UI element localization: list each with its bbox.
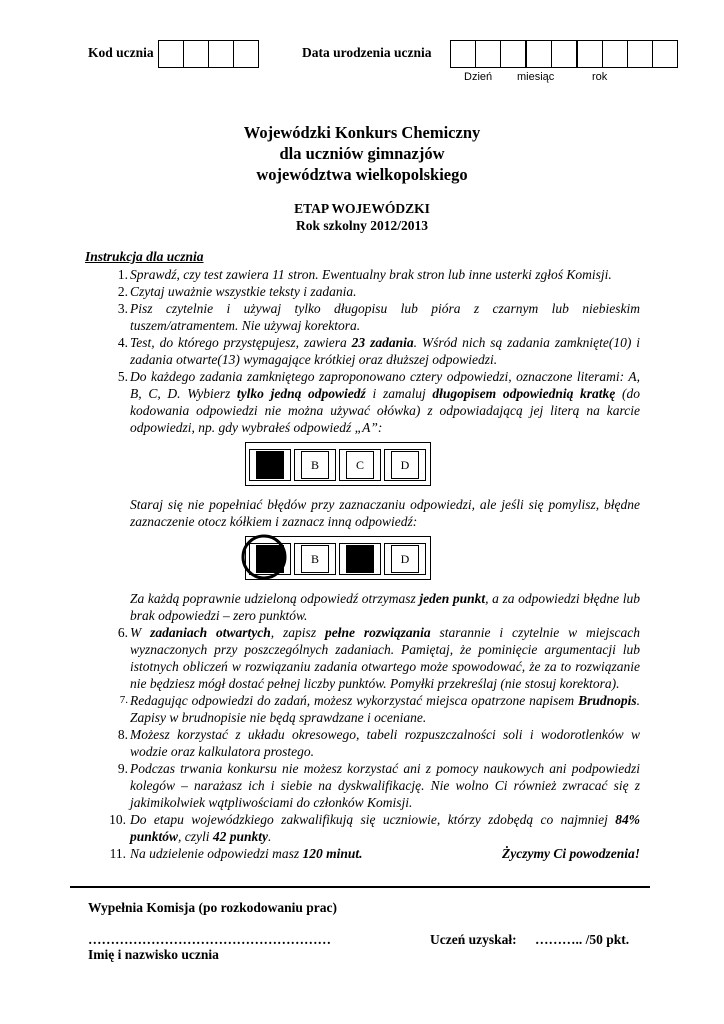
instruction-item: 8. Możesz korzystać z układu okresowego, tabeli rozpuszczalności soli i wodorotlenków w wodzie oraz kalkulatora prostego. <box>117 727 640 759</box>
answer-cell-b: B <box>301 451 329 479</box>
instruction-item: 7. Redagując odpowiedzi do zadań, możesz wykorzystać miejsca opatrzone napisem Brudnopis. Zapisy w brudnopisie nie będą sprawdzane i oceniane. <box>119 693 640 725</box>
instruction-item: Za każdą poprawnie udzieloną odpowiedź otrzymasz jeden punkt, a za odpowiedzi błędne lub brak odpowiedzi – zero punktów. <box>130 591 640 623</box>
instruction-item: 11. Na udzielenie odpowiedzi masz 120 minut. Życzymy Ci powodzenia! <box>109 846 640 861</box>
answer-cell-b: B <box>301 545 329 573</box>
example-correct-answer <box>85 436 640 496</box>
instructions-list <box>85 266 640 862</box>
contest-title <box>0 122 724 185</box>
instruction-item: 5. Do każdego zadania zamkniętego zaproponowano cztery odpowiedzi, oznaczone literami: A, B, C, D. Wybierz tylko jedną odpowiedź i zamaluj długopisem odpowiednią kratkę (do kodowania odpowiedzi nie można używać ołówka) z odpowiadającą jej literą na karcie odpowiedzi, np. gdy wybrałeś odpowiedź „A”: <box>117 369 640 435</box>
answer-cell-c: C <box>346 451 374 479</box>
good-luck-wish: Życzymy Ci powodzenia! <box>502 846 640 861</box>
stage-name: ETAP WOJEWÓDZKI <box>294 201 430 216</box>
instruction-item: 1. Sprawdź, czy test zawiera 11 stron. Ewentualny brak stron lub inne usterki zgłoś Komisji. <box>117 267 612 282</box>
instruction-item: 9. Podczas trwania konkursu nie możesz korzystać ani z pomocy naukowych ani podpowiedzi kolegów – narażasz ich i siebie na dyskwalifikację. Nie wolno Ci również zwracać się z jakimikolwiek wątpliwościami do członków Komisji. <box>117 761 640 810</box>
answer-cell-d: D <box>391 451 419 479</box>
instruction-item: 10. Do etapu wojewódzkiego zakwalifikują się uczniowie, którzy zdobędą co najmniej 84% punktów, czyli 42 punkty. <box>109 812 640 844</box>
school-year: Rok szkolny 2012/2013 <box>295 218 429 233</box>
example-corrected-answer <box>85 530 640 590</box>
answer-grid-example-1 <box>245 442 431 486</box>
commission-label: Wypełnia Komisja (po rozkodowaniu prac) <box>88 900 338 915</box>
stage-block <box>0 200 724 234</box>
score-value[interactable]: ……….. /50 pkt. <box>535 932 630 947</box>
title-line-1: Wojewódzki Konkurs Chemiczny <box>243 123 481 142</box>
instruction-item: 3. Pisz czytelnie i używaj tylko długopisu lub pióra z czarnym lub niebieskim tuszem/atramentem. Nie używaj korektora. <box>117 301 640 333</box>
birth-date-boxes[interactable] <box>450 40 678 68</box>
title-line-3: województwa wielkopolskiego <box>256 165 468 184</box>
name-dots: ……………………………………………… <box>88 932 331 947</box>
instruction-item: Staraj się nie popełniać błędów przy zaznaczaniu odpowiedzi, ale jeśli się pomylisz, błędne zaznaczenie otocz kółkiem i zaznacz inną odpowiedź: <box>130 497 640 529</box>
answer-cell-c-filled <box>346 545 374 573</box>
score-label: Uczeń uzyskał: <box>430 932 517 947</box>
title-line-2: dla uczniów gimnazjów <box>279 144 445 163</box>
footer-divider <box>70 886 650 888</box>
student-code-label: Kod ucznia <box>88 45 154 60</box>
answer-cell-a-filled <box>256 451 284 479</box>
birth-date-label: Data urodzenia ucznia <box>302 45 432 60</box>
instruction-item: 2. Czytaj uważnie wszystkie teksty i zadania. <box>117 284 357 299</box>
year-label: rok <box>592 71 608 83</box>
student-name-label: Imię i nazwisko ucznia <box>88 947 219 962</box>
day-label: Dzień <box>464 71 493 83</box>
student-code-boxes[interactable] <box>158 40 259 68</box>
month-label: miesiąc <box>517 71 555 83</box>
instruction-item: 4. Test, do którego przystępujesz, zawiera 23 zadania. Wśród nich są zadania zamknięte(10) i zadania otwarte(13) wymagające krótkiej oraz dłuższej odpowiedzi. <box>117 335 640 367</box>
correction-circle-icon <box>239 532 289 582</box>
instruction-item: 6. W zadaniach otwartych, zapisz pełne rozwiązania starannie i czytelnie w miejscach wyznaczonych przy poszczególnych zadaniach. Pamiętaj, że pominięcie argumentacji lub istotnych obliczeń w rozwiązaniu zadania otwartego może spowodować, że za to rozwiązanie nie będziesz mógł dostać pełnej liczby punktów. Pomyłki przekreślaj (nie stosuj korektora). <box>117 625 640 691</box>
answer-cell-d: D <box>391 545 419 573</box>
instructions-heading: Instrukcja dla ucznia <box>85 249 204 264</box>
